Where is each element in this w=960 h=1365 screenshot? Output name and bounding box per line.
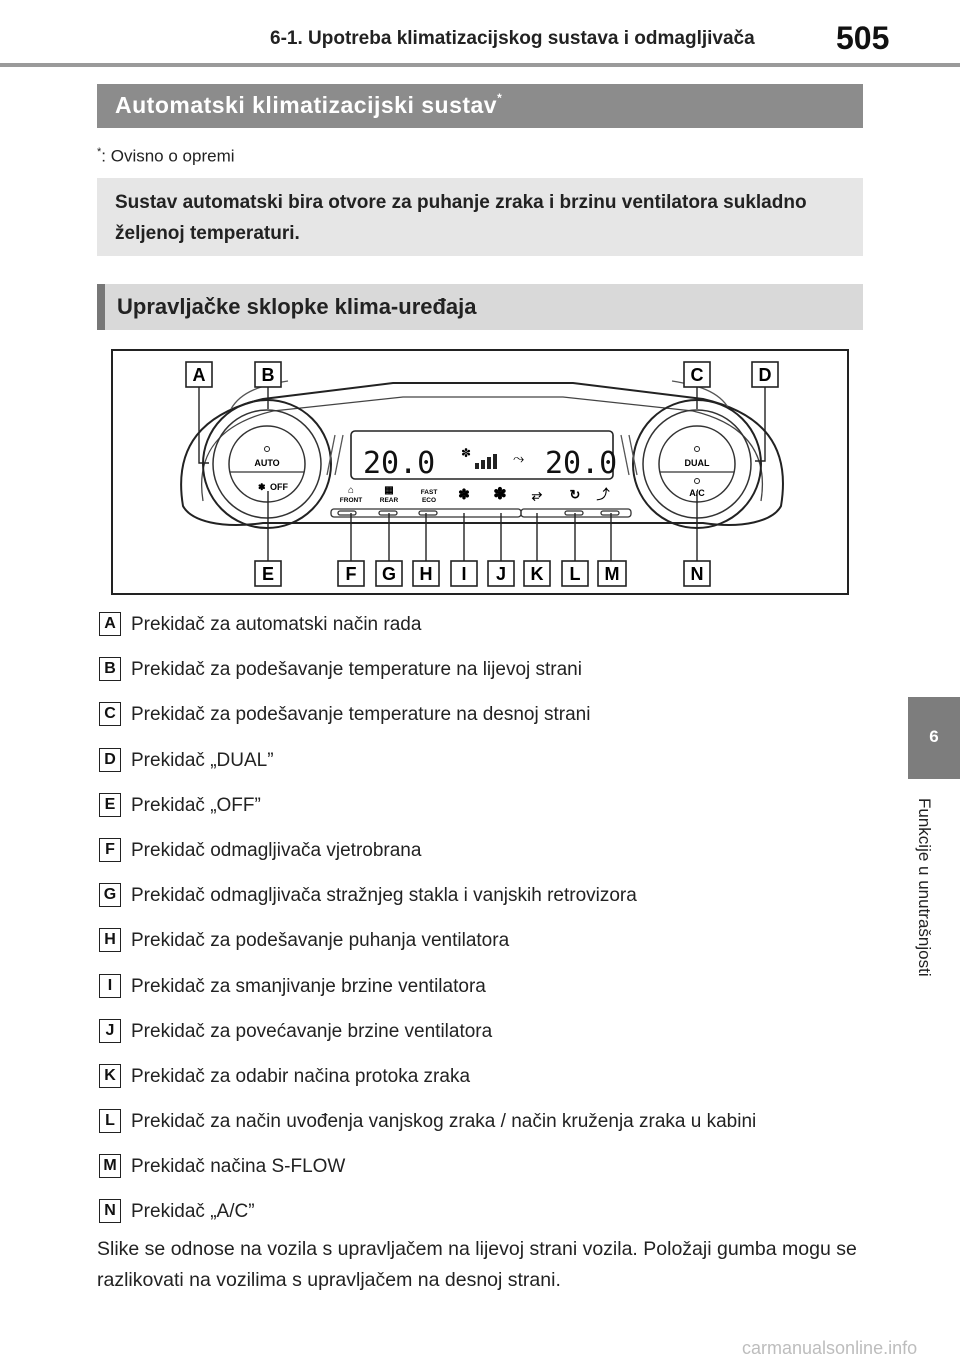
fan-level-bar [487,457,491,469]
section-title [115,92,502,119]
climate-panel-figure [111,349,849,595]
fan-level-bar [481,460,485,469]
legend-letter: F [99,838,121,862]
legend-text: Prekidač odmagljivača stražnjeg stakla i vanjskih retrovizora [131,885,637,907]
footnote-mark: * [97,146,102,158]
section-title-text: Automatski klimatizacijski sustav [115,92,498,118]
chapter-tab [908,697,960,779]
list-item [99,789,879,834]
legend-text: Prekidač za podešavanje temperature na desnoj strani [131,704,591,726]
off-button-label[interactable]: OFF [270,482,288,492]
running-header-title: 6-1. Upotreba klimatizacijskog sustava i odmagljivača [270,28,755,49]
ac-button-label[interactable]: A/C [689,488,705,498]
legend-letter: H [99,928,121,952]
callout-l: L [569,564,581,584]
list-item [99,744,879,789]
legend-letter: I [99,974,121,998]
legend-text: Prekidač za podešavanje puhanja ventilatora [131,930,510,952]
subsection-bar [97,284,863,330]
callout-i: I [461,564,467,584]
legend-text: Prekidač odmagljivača vjetrobrana [131,839,422,861]
footnote-text: : Ovisno o opremi [101,146,235,166]
list-item [99,970,879,1015]
right-vent-line [621,435,629,475]
section-title-mark: * [497,91,503,106]
fan-icon: ✽ [258,482,266,492]
legend-text: Prekidač za povećavanje brzine ventilatora [131,1020,493,1042]
legend-letter: L [99,1109,121,1133]
auto-button-label[interactable]: AUTO [254,458,280,468]
intro-text: Sustav automatski bira otvore za puhanje zraka i brzinu ventilatora sukladno željenoj temperaturi. [115,192,807,244]
legend-letter: G [99,883,121,907]
legend-text: Prekidač za odabir načina protoka zraka [131,1065,471,1087]
callout-c: C [690,365,704,385]
list-item [99,924,879,969]
list-item [99,653,879,698]
sflow-indicator [601,511,619,515]
callout-n: N [690,564,704,584]
ac-indicator [695,479,700,484]
callout-h: H [419,564,433,584]
panel-outline [181,383,783,525]
auto-indicator [265,447,270,452]
dual-button-label[interactable]: DUAL [684,458,710,468]
left-vent-line [335,435,343,475]
legend-list [99,608,879,1241]
callout-g: G [381,564,397,584]
legend-letter: K [99,1064,121,1088]
rear-indicator [379,511,397,515]
left-temperature-display: 20.0 [363,446,436,481]
fan-up-icon[interactable]: ✽ [493,486,507,503]
front-indicator [338,511,356,515]
display-airflow-icon: ⤳ [513,451,525,467]
front-defrost-label[interactable]: FRONT [339,497,363,504]
subsection-title: Upravljačke sklopke klima-uređaja [117,294,477,319]
list-item [99,879,879,924]
rear-defrost-label[interactable]: REAR [379,497,399,504]
section-title-bar [97,84,863,128]
list-item [99,1150,879,1195]
callout-k: K [530,564,544,584]
rear-defrost-icon: ▦ [384,485,394,496]
callout-f: F [345,564,357,584]
note-paragraph: Slike se odnose na vozila s upravljačem na lijevoj strani vozila. Položaji gumba mogu se razlikovati na vozilima s upravljačem na desnoj strani. [97,1238,857,1291]
legend-text: Prekidač „OFF” [131,794,261,816]
list-item [99,1105,879,1150]
list-item [99,1015,879,1060]
fan-level-bar [475,463,479,469]
fan-down-icon[interactable]: ✽ [458,486,470,502]
chapter-number: 6 [929,727,939,746]
watermark: carmanualsonline.info [742,1338,918,1358]
display-fan-icon: ✽ [461,446,472,460]
callout-d: D [758,365,772,385]
list-item [99,608,879,653]
legend-text: Prekidač za smanjivanje brzine ventilatora [131,975,486,997]
callout-j: J [495,564,507,584]
windshield-defrost-icon: ⌂ [347,485,355,496]
right-temperature-display: 20.0 [545,446,618,481]
airflow-mode-icon[interactable]: ⥂ [531,487,543,502]
callout-a: A [192,365,206,385]
footnote [97,146,235,167]
legend-text: Prekidač za podešavanje temperature na lijevoj strani [131,659,582,681]
legend-text: Prekidač za automatski način rada [131,614,422,635]
callout-b: B [261,365,275,385]
recirc-indicator [565,511,583,515]
legend-letter: A [99,612,121,636]
legend-letter: B [99,657,121,681]
legend-text: Prekidač načina S-FLOW [131,1156,346,1178]
list-item [99,698,879,743]
header-rule [0,63,960,67]
intro-box [97,178,863,256]
dual-indicator [695,447,700,452]
fast-label[interactable]: FAST [420,489,438,496]
legend-text: Prekidač „DUAL” [131,749,274,771]
eco-label[interactable]: ECO [421,497,437,504]
eco-indicator [419,511,437,515]
callout-e: E [261,564,275,584]
list-item [99,1060,879,1105]
legend-text: Prekidač za način uvođenja vanjskog zraka / način kruženja zraka u kabini [131,1111,757,1133]
legend-letter: J [99,1019,121,1043]
fan-level-bar [493,454,497,469]
page-number: 505 [836,20,890,56]
legend-letter: D [99,748,121,772]
legend-letter: N [99,1199,121,1223]
recirculation-icon[interactable]: ↻ [569,487,581,502]
climate-panel-illustration [113,351,847,593]
legend-text: Prekidač „A/C” [131,1201,255,1223]
legend-letter: E [99,793,121,817]
callout-m: M [604,564,620,584]
s-flow-icon[interactable]: ⤴ [596,487,610,502]
legend-letter: M [99,1154,121,1178]
legend-letter: C [99,702,121,726]
chapter-title: Funkcije u unutrašnjosti [915,798,934,977]
list-item [99,834,879,879]
